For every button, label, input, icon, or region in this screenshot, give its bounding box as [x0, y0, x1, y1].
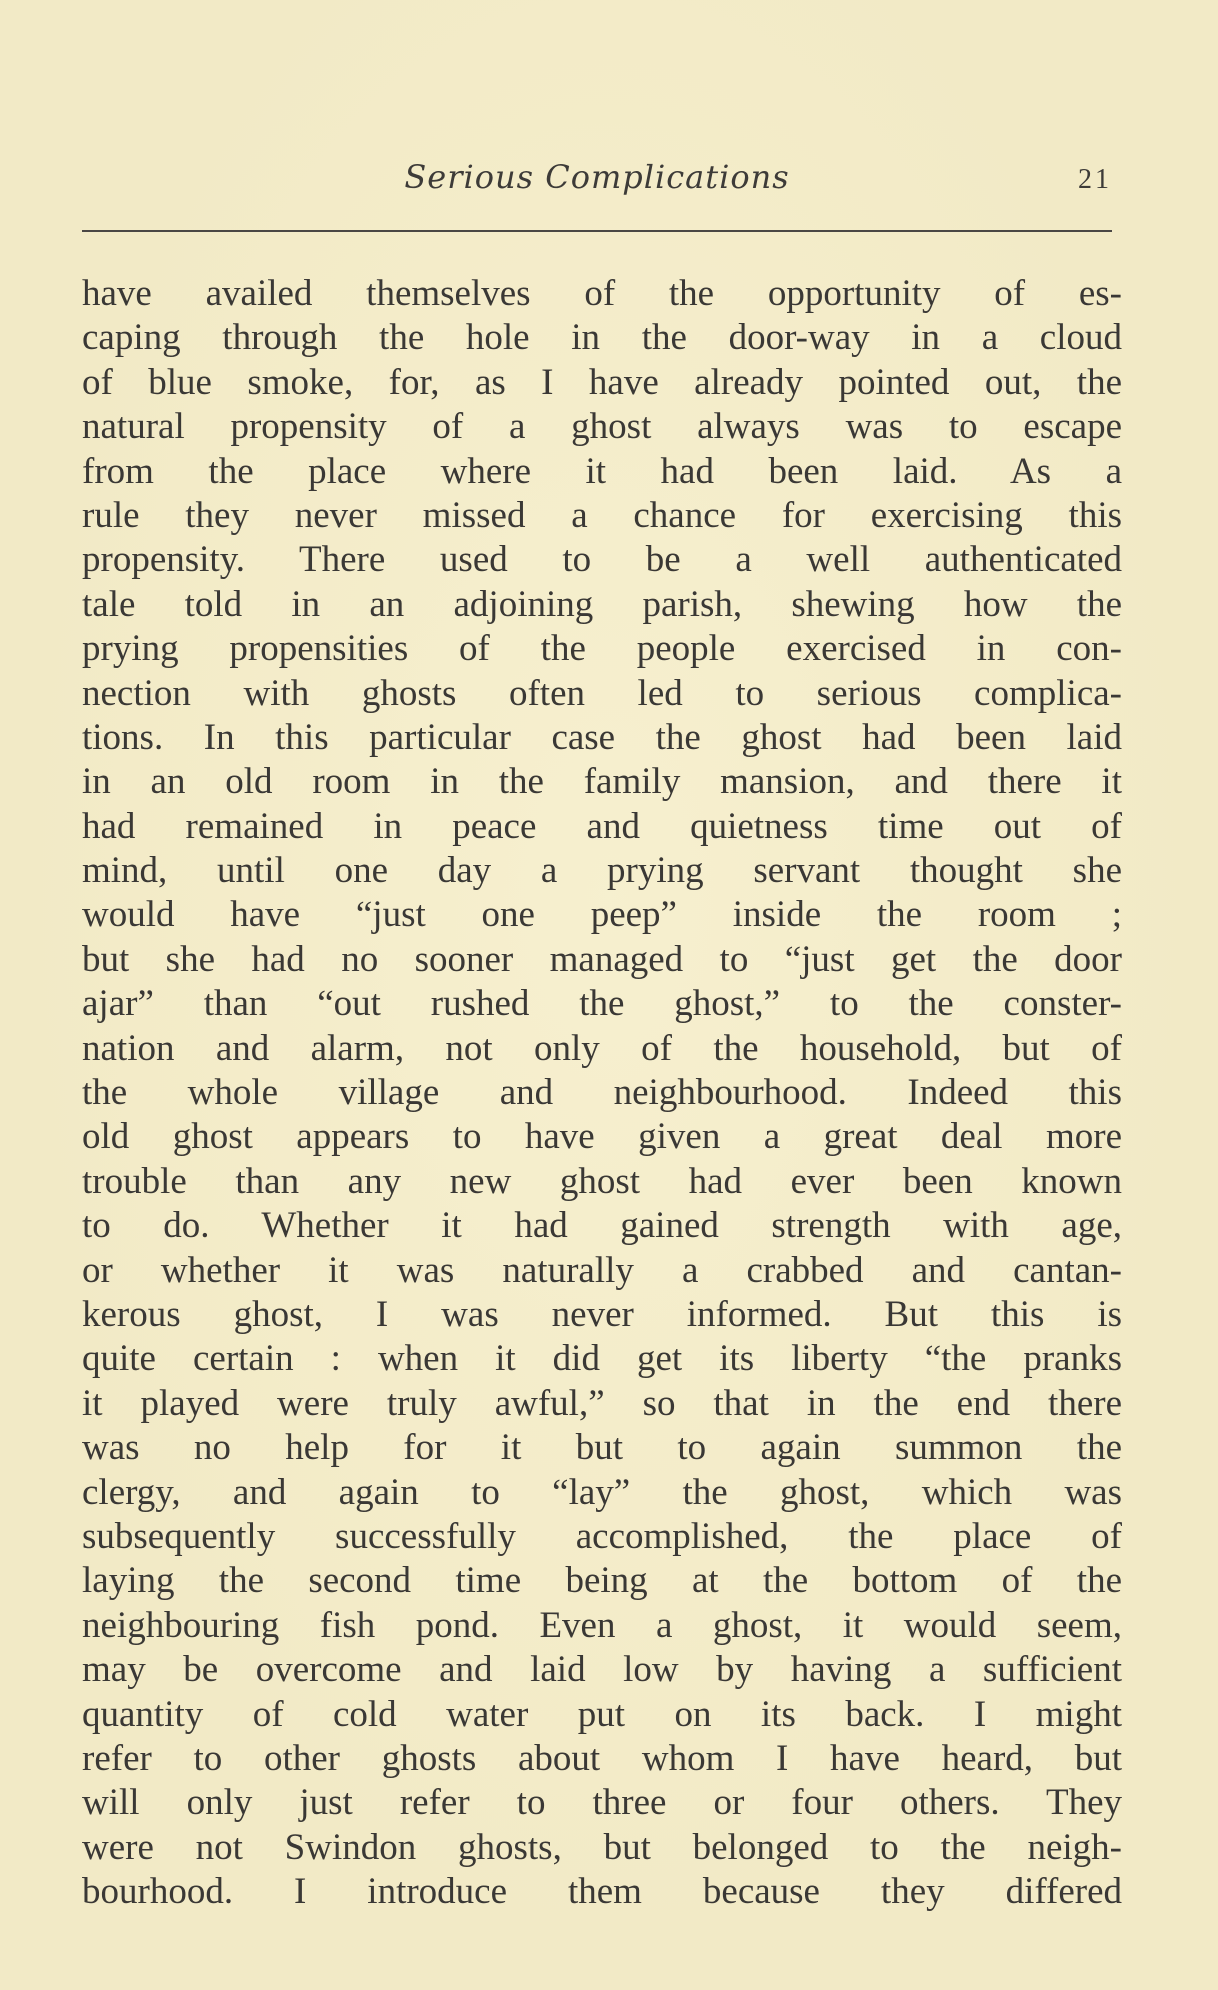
text-line: old ghost appears to have given a great deal more — [82, 1116, 1122, 1158]
text-line: of blue smoke, for, as I have already pointed out, the — [82, 361, 1122, 403]
text-line: will only just refer to three or four others. They — [82, 1782, 1122, 1824]
text-line: nection with ghosts often led to serious complica- — [82, 672, 1122, 714]
text-line: trouble than any new ghost had ever been known — [82, 1160, 1122, 1202]
text-line: caping through the hole in the door-way in a cloud — [82, 317, 1122, 359]
text-line: but she had no sooner managed to “just get the door — [82, 938, 1122, 980]
text-line: mind, until one day a prying servant thought she — [82, 850, 1122, 892]
text-line: or whether it was naturally a crabbed and cantan- — [82, 1249, 1122, 1291]
text-line: to do. Whether it had gained strength with age, — [82, 1205, 1122, 1247]
running-title: Serious Complications — [404, 158, 790, 196]
text-line: from the place where it had been laid. As a — [82, 450, 1122, 492]
text-line: bourhood. I introduce them because they differed — [82, 1871, 1122, 1913]
text-line: nation and alarm, not only of the household, but of — [82, 1027, 1122, 1069]
text-line: it played were truly awful,” so that in the end there — [82, 1382, 1122, 1424]
text-line: ajar” than “out rushed the ghost,” to the conster- — [82, 983, 1122, 1025]
text-line: laying the second time being at the bottom of the — [82, 1560, 1122, 1602]
text-line: have availed themselves of the opportunity of es- — [82, 273, 1122, 314]
text-line: the whole village and neighbourhood. Indeed this — [82, 1072, 1122, 1114]
text-line: in an old room in the family mansion, and there it — [82, 761, 1122, 803]
text-line: were not Swindon ghosts, but belonged to the neigh- — [82, 1826, 1122, 1868]
text-line: subsequently successfully accomplished, the place of — [82, 1515, 1122, 1557]
header-rule — [82, 230, 1112, 232]
text-line: prying propensities of the people exercised in con- — [82, 628, 1122, 670]
text-line: would have “just one peep” inside the room ; — [82, 894, 1122, 936]
text-line: tale told in an adjoining parish, shewing how the — [82, 583, 1122, 625]
text-line: tions. In this particular case the ghost had been laid — [82, 716, 1122, 758]
text-line: may be overcome and laid low by having a sufficient — [82, 1649, 1122, 1691]
text-line: rule they never missed a chance for exercising this — [82, 494, 1122, 536]
text-line: clergy, and again to “lay” the ghost, which was — [82, 1471, 1122, 1513]
text-line: kerous ghost, I was never informed. But this is — [82, 1293, 1122, 1335]
text-line: refer to other ghosts about whom I have heard, but — [82, 1737, 1122, 1779]
text-line: neighbouring fish pond. Even a ghost, it would seem, — [82, 1604, 1122, 1646]
text-line: quite certain : when it did get its liberty “the pranks — [82, 1338, 1122, 1380]
text-line: quantity of cold water put on its back. I might — [82, 1693, 1122, 1735]
text-line: natural propensity of a ghost always was to escape — [82, 406, 1122, 448]
text-line: propensity. There used to be a well authenticated — [82, 539, 1122, 581]
page-number: 21 — [1078, 164, 1112, 195]
body-text — [82, 272, 1122, 1914]
text-line: had remained in peace and quietness time out of — [82, 805, 1122, 847]
text-line: was no help for it but to again summon the — [82, 1427, 1122, 1469]
page-header — [82, 158, 1112, 208]
